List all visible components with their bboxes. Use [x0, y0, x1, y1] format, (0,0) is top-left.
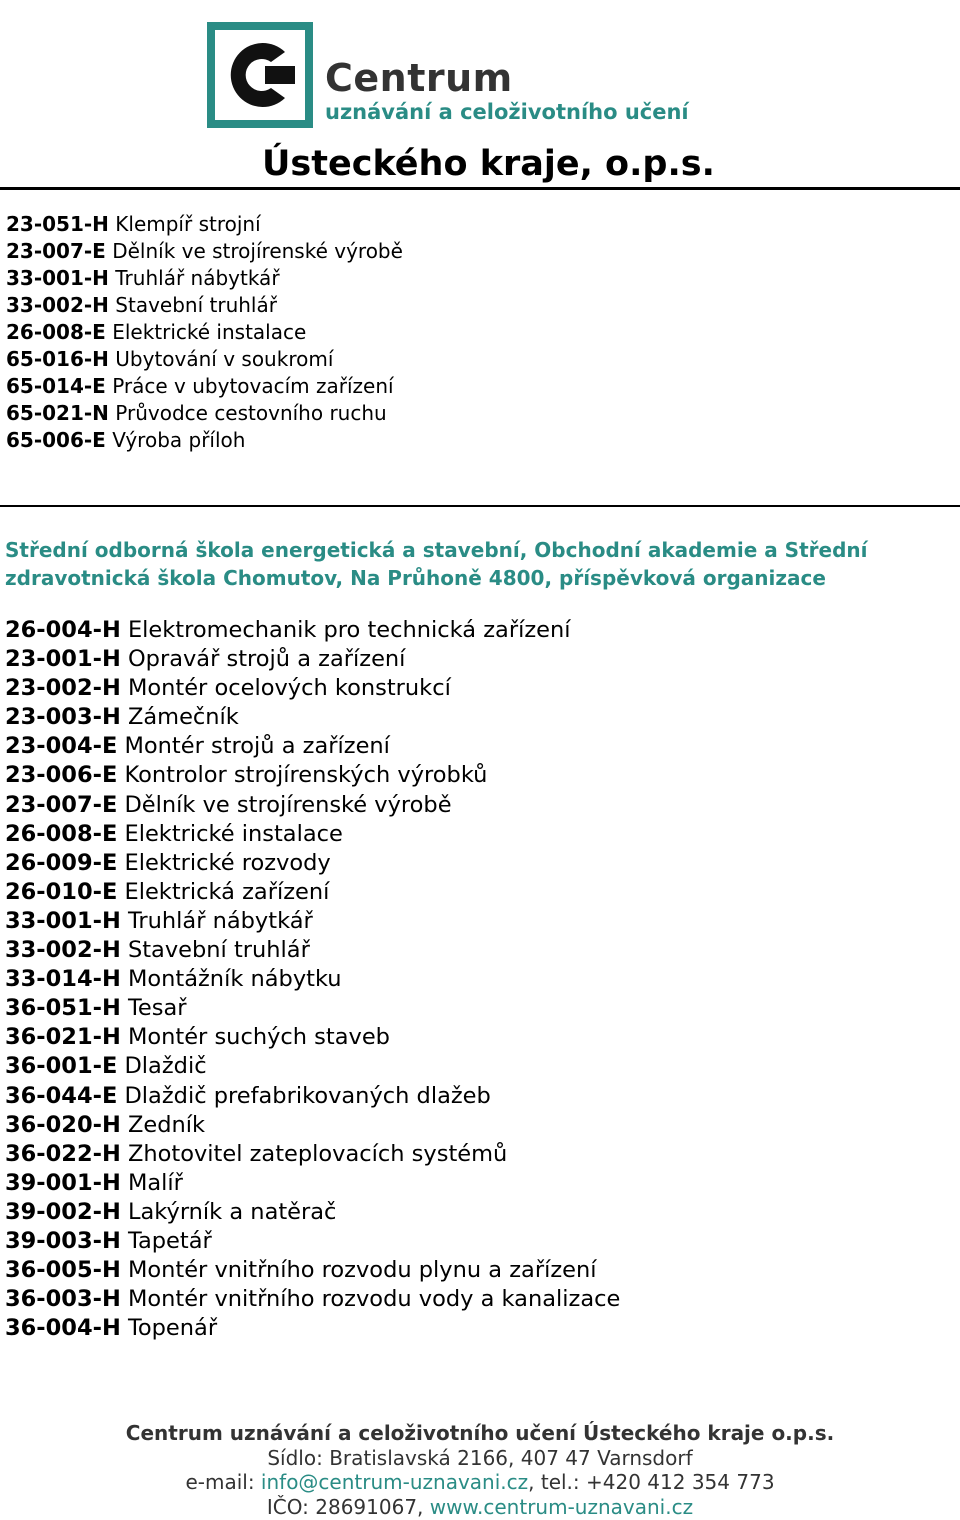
item-name: Elektrická zařízení — [124, 878, 330, 905]
list-item — [5, 849, 620, 878]
item-name: Malíř — [127, 1169, 183, 1196]
item-code: 36-004-H — [5, 1315, 121, 1342]
item-code: 23-003-H — [5, 704, 121, 731]
item-name: Lakýrník a natěrač — [127, 1198, 337, 1225]
item-code: 23-051-H — [6, 212, 109, 236]
list-item — [5, 907, 620, 936]
list-item — [5, 703, 620, 732]
footer-contact — [0, 1470, 960, 1495]
item-name: Dělník ve strojírenské výrobě — [112, 239, 403, 263]
list-item — [6, 238, 403, 265]
item-code: 36-044-E — [5, 1082, 118, 1109]
item-name: Tapetář — [127, 1227, 212, 1254]
logo-subtitle: uznávání a celoživotního učení — [325, 100, 689, 124]
item-code: 33-002-H — [5, 937, 121, 964]
logo-c-icon — [207, 22, 313, 128]
list-item — [5, 1023, 620, 1052]
list-item — [5, 732, 620, 761]
item-name: Topenář — [127, 1315, 218, 1342]
list-item — [5, 878, 620, 907]
item-name: Montér vnitřního rozvodu plynu a zařízení — [127, 1257, 597, 1284]
list-item — [5, 791, 620, 820]
item-name: Montér strojů a zařízení — [124, 733, 390, 760]
item-code: 26-004-H — [5, 617, 121, 643]
item-name: Montér suchých staveb — [127, 1024, 390, 1051]
item-code: 65-014-E — [6, 374, 106, 398]
item-code: 26-008-E — [6, 320, 106, 344]
item-code: 39-001-H — [5, 1169, 121, 1196]
qualification-list-1 — [6, 211, 403, 454]
item-code: 36-022-H — [5, 1140, 121, 1167]
list-item — [5, 1169, 620, 1198]
item-code: 26-009-E — [5, 849, 118, 876]
item-code: 65-021-N — [6, 401, 109, 425]
item-name: Stavební truhlář — [115, 293, 277, 317]
footer-ico — [0, 1495, 960, 1520]
item-code: 36-001-E — [5, 1053, 118, 1080]
item-code: 26-010-E — [5, 878, 118, 905]
divider-middle — [0, 505, 960, 507]
item-code: 33-002-H — [6, 293, 109, 317]
item-name: Zedník — [127, 1111, 206, 1138]
item-name: Montér vnitřního rozvodu vody a kanalizace — [127, 1286, 621, 1313]
item-name: Elektromechanik pro technická zařízení — [127, 617, 571, 643]
list-item — [5, 1052, 620, 1081]
email-label: e-mail: — [185, 1470, 261, 1494]
list-item — [5, 820, 620, 849]
item-code: 65-006-E — [6, 428, 106, 452]
item-name: Tesař — [127, 995, 187, 1022]
item-code: 23-001-H — [5, 646, 121, 673]
list-item — [6, 265, 403, 292]
footer — [0, 1421, 960, 1519]
item-name: Zámečník — [127, 704, 239, 731]
item-code: 36-003-H — [5, 1286, 121, 1313]
item-code: 39-003-H — [5, 1227, 121, 1254]
list-item — [5, 1285, 620, 1314]
list-item — [5, 1227, 620, 1256]
item-name: Montér ocelových konstrukcí — [127, 675, 451, 702]
item-name: Výroba příloh — [112, 428, 246, 452]
list-item — [6, 346, 403, 373]
item-name: Elektrické rozvody — [124, 849, 331, 876]
school-heading: Střední odborná škola energetická a stavební, Obchodní akademie a Střední zdravotnická škola Chomutov, Na Průhoně 4800, příspěvková organizace — [5, 538, 868, 590]
item-name: Elektrické instalace — [112, 320, 307, 344]
item-code: 36-005-H — [5, 1257, 121, 1284]
item-code: 33-014-H — [5, 966, 121, 993]
logo-name: Centrum — [325, 56, 513, 100]
list-item — [5, 1256, 620, 1285]
list-item — [6, 211, 403, 238]
item-name: Průvodce cestovního ruchu — [115, 401, 387, 425]
item-code: 36-051-H — [5, 995, 121, 1022]
item-name: Zhotovitel zateplovacích systémů — [127, 1140, 508, 1167]
item-code: 23-006-E — [5, 762, 118, 789]
list-item — [5, 1314, 620, 1343]
logo — [207, 22, 767, 132]
item-name: Elektrické instalace — [124, 820, 343, 847]
item-code: 65-016-H — [6, 347, 109, 371]
list-item — [5, 994, 620, 1023]
item-code: 23-004-E — [5, 733, 118, 760]
list-item — [5, 674, 620, 703]
item-name: Dlaždič prefabrikovaných dlažeb — [124, 1082, 491, 1109]
item-name: Truhlář nábytkář — [127, 907, 313, 934]
phone-text: , tel.: +420 412 354 773 — [528, 1470, 775, 1494]
item-name: Ubytování v soukromí — [115, 347, 334, 371]
item-name: Klempíř strojní — [115, 212, 261, 236]
list-item — [5, 761, 620, 790]
list-item — [6, 373, 403, 400]
footer-address: Sídlo: Bratislavská 2166, 407 47 Varnsdorf — [267, 1445, 693, 1470]
list-item — [5, 936, 620, 965]
list-item — [5, 1140, 620, 1169]
item-name: Práce v ubytovacím zařízení — [112, 374, 394, 398]
item-code: 23-007-E — [6, 239, 106, 263]
item-name: Stavební truhlář — [127, 937, 310, 964]
list-item — [5, 1198, 620, 1227]
list-item — [5, 965, 620, 994]
list-item — [6, 292, 403, 319]
item-code: 39-002-H — [5, 1198, 121, 1225]
item-code: 36-021-H — [5, 1024, 121, 1051]
list-item — [6, 400, 403, 427]
item-name: Dělník ve strojírenské výrobě — [124, 791, 452, 818]
item-code: 23-007-E — [5, 791, 118, 818]
list-item — [5, 616, 620, 645]
list-item — [6, 427, 403, 454]
list-item — [5, 645, 620, 674]
item-code: 33-001-H — [5, 907, 121, 934]
list-item — [5, 1111, 620, 1140]
divider-top — [0, 187, 960, 190]
list-item — [5, 1082, 620, 1111]
item-name: Opravář strojů a zařízení — [127, 646, 406, 673]
footer-org: Centrum uznávání a celoživotního učení Ústeckého kraje o.p.s. — [125, 1421, 835, 1445]
web-link[interactable]: www.centrum-uznavani.cz — [429, 1494, 694, 1519]
qualification-list-2 — [5, 616, 620, 1343]
item-code: 23-002-H — [5, 675, 121, 702]
email-link[interactable]: info@centrum-uznavani.cz — [260, 1470, 529, 1494]
item-name: Montážník nábytku — [127, 966, 342, 993]
item-code: 26-008-E — [5, 820, 118, 847]
logo-mark — [207, 22, 313, 128]
list-item — [6, 319, 403, 346]
item-name: Truhlář nábytkář — [115, 266, 280, 290]
item-name: Kontrolor strojírenských výrobků — [124, 762, 488, 789]
item-name: Dlaždič — [124, 1053, 207, 1080]
item-code: 36-020-H — [5, 1111, 121, 1138]
ico-text: IČO: 28691067, — [266, 1494, 430, 1519]
item-code: 33-001-H — [6, 266, 109, 290]
header-title: Ústeckého kraje, o.p.s. — [262, 144, 715, 184]
